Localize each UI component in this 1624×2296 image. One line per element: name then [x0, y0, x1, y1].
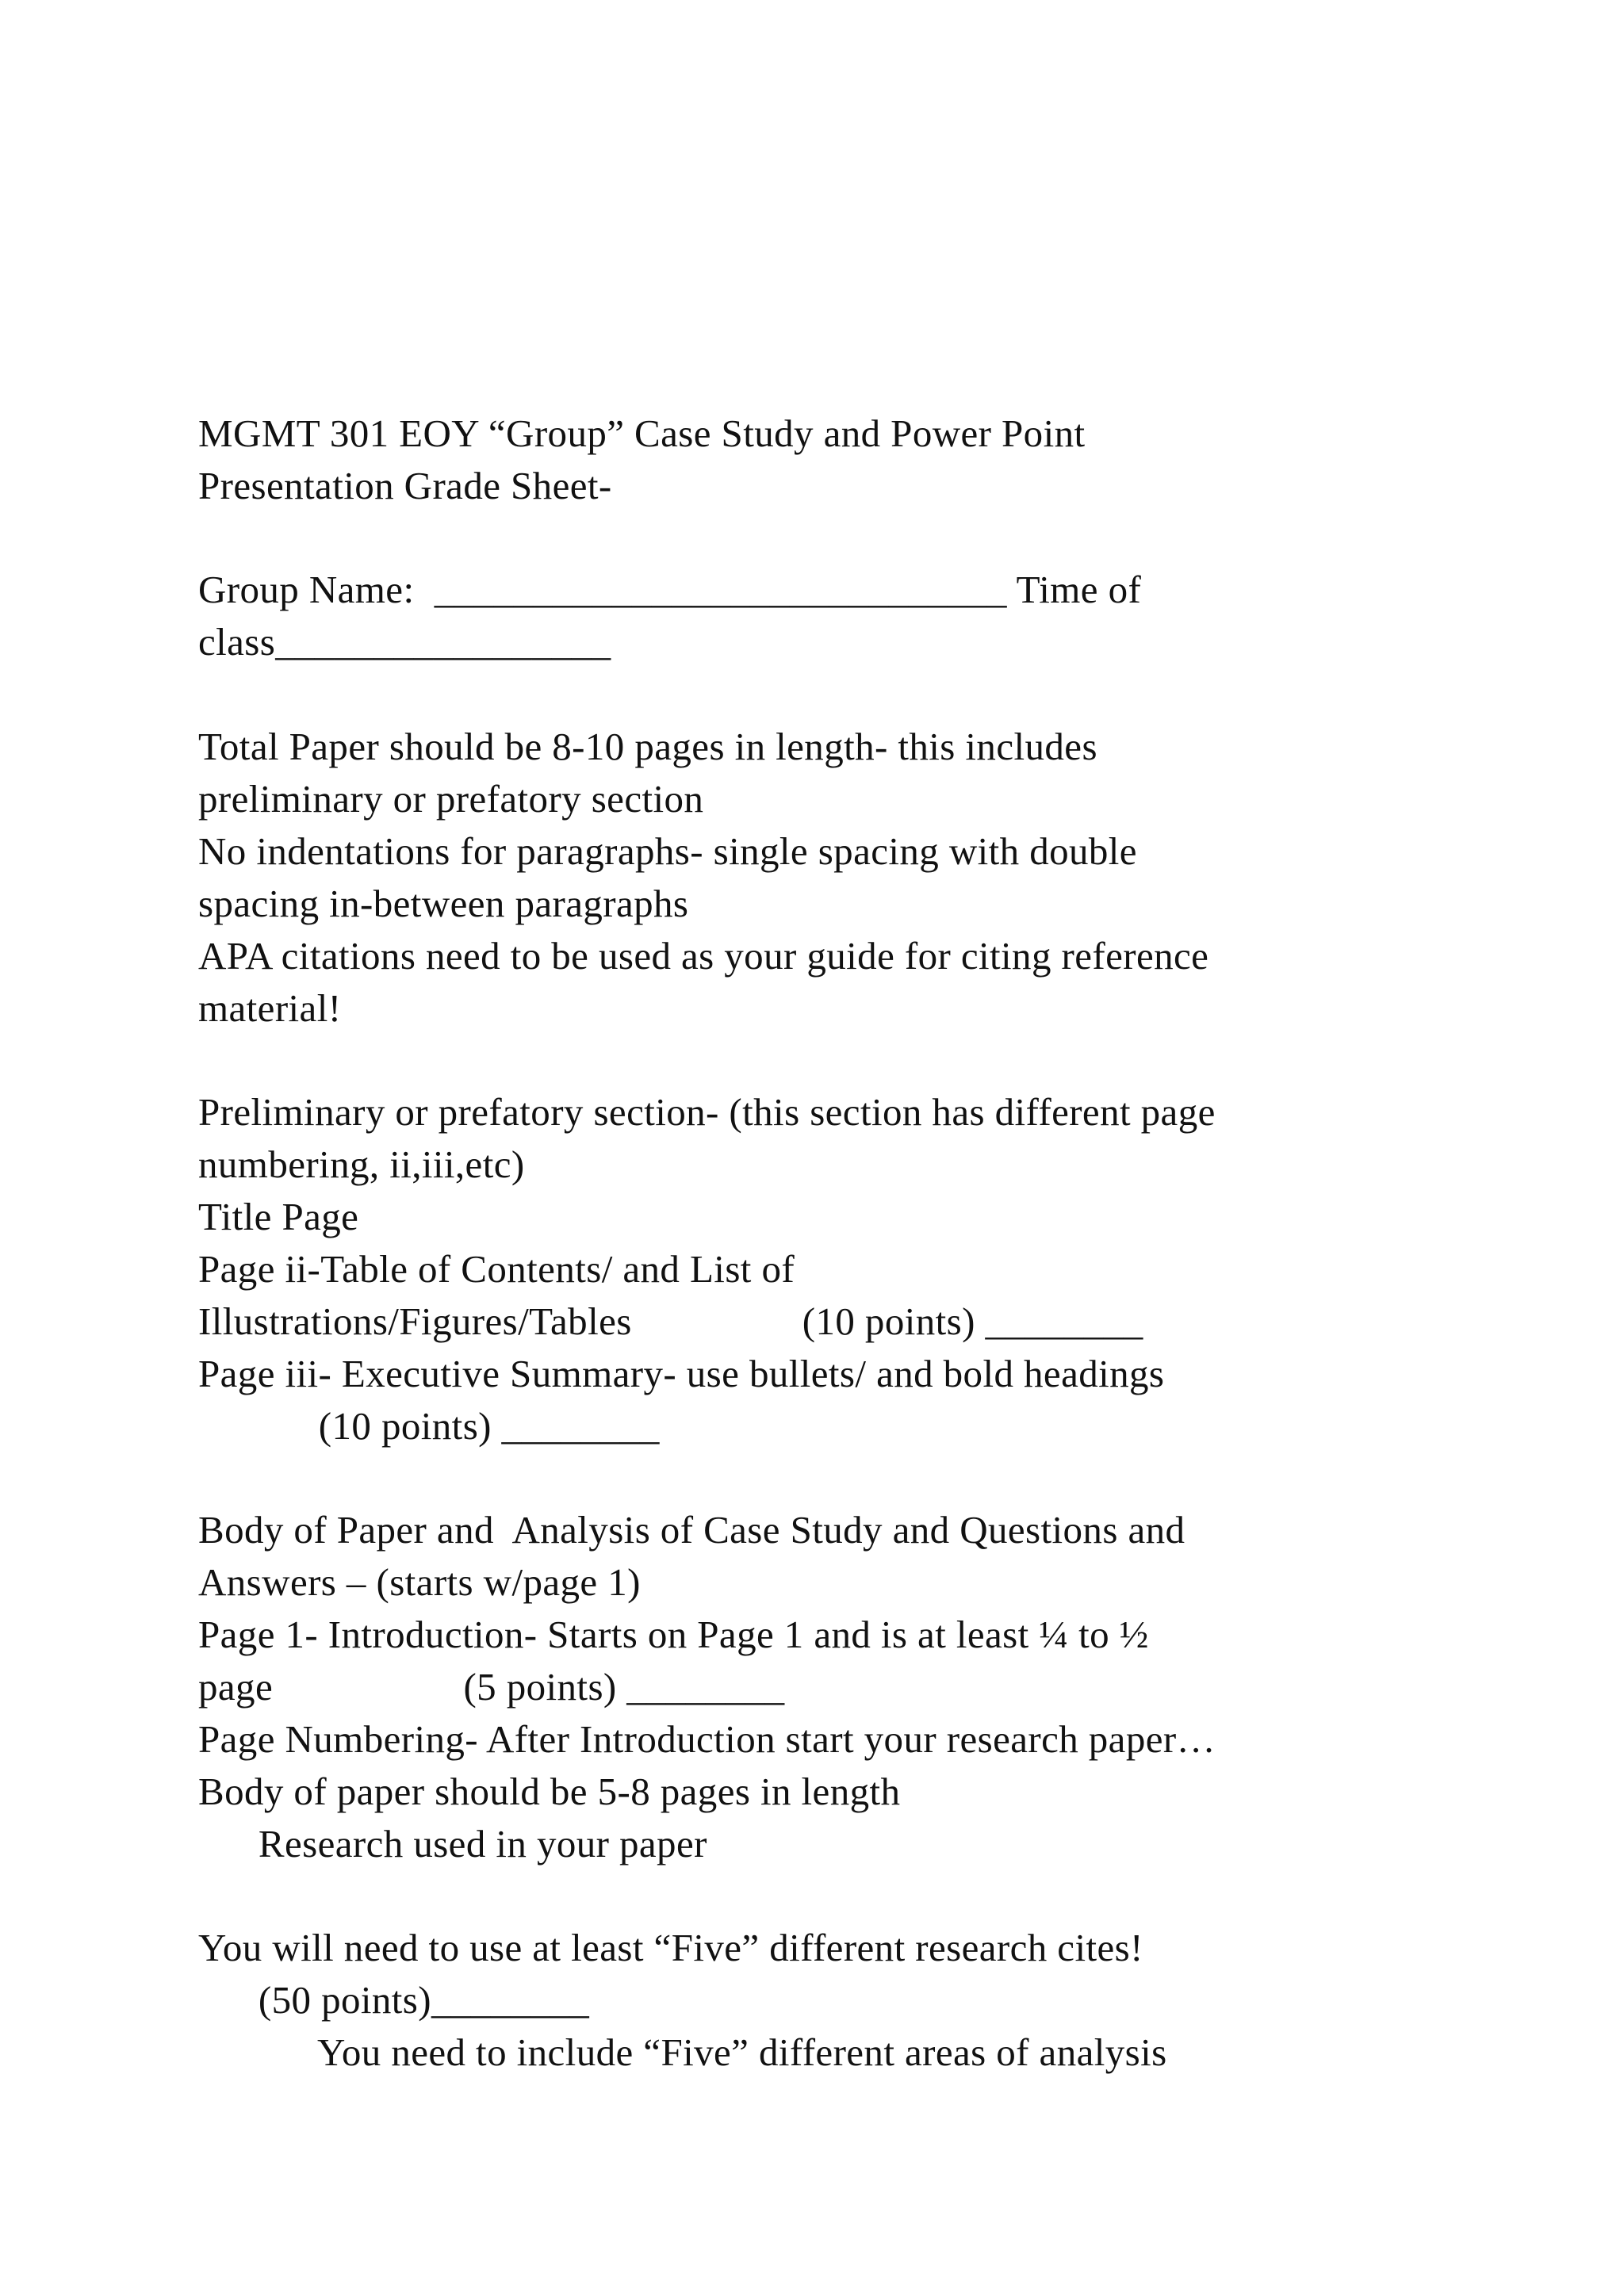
body-item: Research used in your paper [198, 1822, 707, 1866]
preliminary-heading: Preliminary or prefatory section- (this section has different page [198, 1090, 1216, 1134]
body-item-score: page (5 points) ________ [198, 1665, 785, 1709]
body-item: Body of paper should be 5-8 pages in length [198, 1770, 901, 1813]
research-score: (50 points)________ [198, 1978, 590, 2022]
research-requirement: You need to include “Five” different areas of analysis [198, 2030, 1167, 2074]
body-item: Page Numbering- After Introduction start your research paper… [198, 1717, 1216, 1761]
document-title: MGMT 301 EOY “Group” Case Study and Power Point [198, 411, 1086, 455]
preliminary-item-score: Illustrations/Figures/Tables (10 points) ________ [198, 1299, 1143, 1343]
preliminary-heading-continued: numbering, ii,iii,etc) [198, 1142, 525, 1186]
requirement-line: spacing in-between paragraphs [198, 882, 689, 925]
class-time-field: class_________________ [198, 620, 611, 664]
body-heading: Body of Paper and Analysis of Case Study and Questions and [198, 1508, 1185, 1552]
preliminary-item: Title Page [198, 1195, 359, 1238]
requirement-line: material! [198, 986, 342, 1030]
research-requirement: You will need to use at least “Five” different research cites! [198, 1926, 1143, 1969]
requirement-line: Total Paper should be 8-10 pages in length- this includes [198, 725, 1097, 768]
preliminary-item-score: (10 points) ________ [198, 1404, 660, 1448]
document-title-continued: Presentation Grade Sheet- [198, 464, 612, 507]
body-heading-continued: Answers – (starts w/page 1) [198, 1560, 641, 1604]
requirement-line: preliminary or prefatory section [198, 777, 704, 821]
group-name-field: Group Name: _____________________________ Time of [198, 568, 1142, 611]
preliminary-item: Page iii- Executive Summary- use bullets/ and bold headings [198, 1352, 1165, 1395]
body-item: Page 1- Introduction- Starts on Page 1 and is at least ¼ to ½ [198, 1613, 1149, 1656]
preliminary-item: Page ii-Table of Contents/ and List of [198, 1247, 795, 1291]
requirement-line: APA citations need to be used as your guide for citing reference [198, 934, 1209, 978]
requirement-line: No indentations for paragraphs- single spacing with double [198, 829, 1137, 873]
